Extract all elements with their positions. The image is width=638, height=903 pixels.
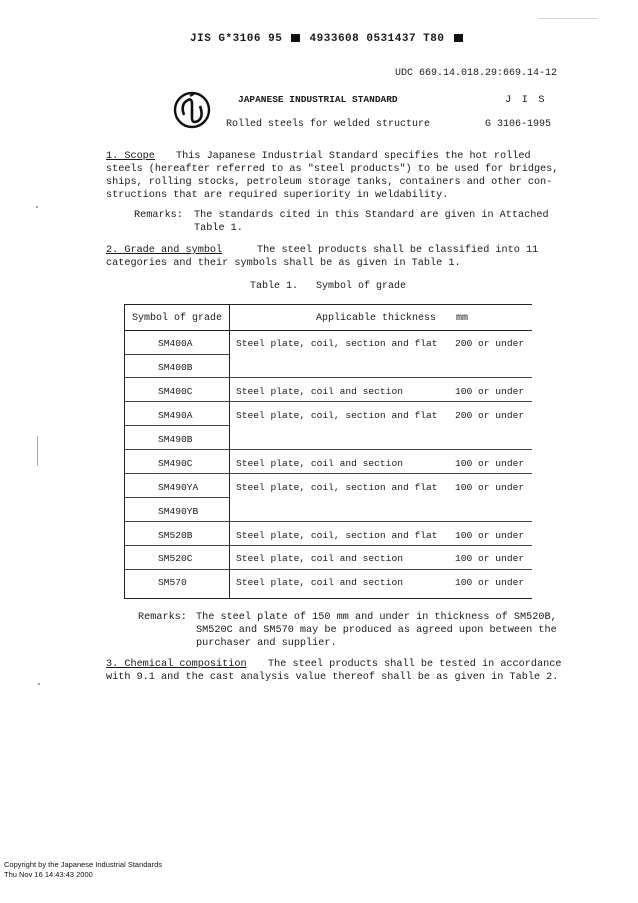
table-remarks-line: SM520C and SM570 may be produced as agreed upon between the [196,625,557,636]
section-2-line: The steel products shall be classified into 11 [257,245,539,256]
section-3-heading [106,659,247,670]
table-cell-symbol: SM400C [158,386,193,397]
table-caption: Table 1. Symbol of grade [250,281,407,292]
section-1-line: steels (hereafter referred to as "steel products") to be used for bridges, [106,164,559,175]
code-mid: 4933608 0531437 T80 [309,33,445,45]
jis-logo [170,88,214,132]
row-rule [124,545,532,546]
section-3-line: with 9.1 and the cast analysis value thereof shall be as given in Table 2. [106,672,559,683]
table-cell-product: Steel plate, coil and section [236,577,403,588]
table-cell-symbol: SM570 [158,577,187,588]
row-rule [124,473,532,474]
table-cell-symbol: SM520B [158,530,193,541]
document-title: Rolled steels for welded structure [226,119,431,130]
document-number: G 3106-1995 [485,119,552,130]
table-cell-thickness: 100 or under [455,386,525,397]
table-cell-product: Steel plate, coil, section and flat [236,482,438,493]
section-2-title: 2. Grade and symbol [106,245,223,256]
table-cell-thickness: 100 or under [455,530,525,541]
section-1-remarks-label: Remarks: [134,210,183,221]
section-1-remarks-line: Table 1. [194,223,243,234]
row-rule [124,377,532,378]
table-cell-symbol: SM490YA [158,482,199,493]
section-1-line: ships, rolling stocks, petroleum storage tanks, containers and other con- [106,177,553,188]
black-block-icon [454,34,463,42]
table-cell-product: Steel plate, coil, section and flat [236,338,438,349]
row-rule [124,401,532,402]
udc-number: UDC 669.14.018.29:669.14-12 [395,68,558,79]
copyright-text: Copyright by the Japanese Industrial Standards [4,860,163,869]
black-block-icon [291,34,300,42]
table-cell-symbol: SM490YB [158,506,199,517]
table-left-rule [124,304,125,599]
table-cell-thickness: 100 or under [455,553,525,564]
table-cell-symbol: SM490B [158,434,193,445]
section-1-heading [106,151,155,162]
row-rule [124,425,229,426]
table-cell-product: Steel plate, coil, section and flat [236,530,438,541]
table-cell-symbol: SM400A [158,338,193,349]
table-cell-product: Steel plate, coil and section [236,386,403,397]
table-divider-rule [229,304,230,599]
table-cell-symbol: SM490C [158,458,193,469]
table-cell-thickness: 200 or under [455,410,525,421]
table-cell-product: Steel plate, coil and section [236,458,403,469]
row-rule [124,354,229,355]
table-cell-symbol: SM400B [158,362,193,373]
document-code-header [190,33,465,45]
row-rule [124,521,532,522]
copyright-footer [4,860,162,880]
section-3-line: The steel products shall be tested in accordance [268,659,562,670]
table-bottom-rule [124,598,532,599]
section-2-heading [106,245,222,256]
table-cell-symbol: SM520C [158,553,193,564]
row-rule [124,497,229,498]
table-cell-thickness: 200 or under [455,338,525,349]
scan-speck [36,206,38,208]
row-rule [124,569,532,570]
table-header-symbol: Symbol of grade [132,313,223,324]
table-cell-product: Steel plate, coil, section and flat [236,410,438,421]
table-cell-symbol: SM490A [158,410,193,421]
table-remarks-line: The steel plate of 150 mm and under in thickness of SM520B, [196,612,557,623]
table-cell-thickness: 100 or under [455,577,525,588]
table-header-rule [124,330,532,331]
table-top-rule [124,304,532,305]
code-left: JIS G*3106 95 [190,33,283,45]
table-remarks-line: purchaser and supplier. [196,638,337,649]
section-2-line: categories and their symbols shall be as given in Table 1. [106,258,461,269]
section-1-line: structions that are required superiority in weldability. [106,190,449,201]
table-cell-thickness: 100 or under [455,458,525,469]
jis-logo-icon [170,88,214,132]
standard-title: JAPANESE INDUSTRIAL STANDARD [238,94,398,105]
section-1-title: 1. Scope [106,151,155,162]
section-1-remarks-line: The standards cited in this Standard are given in Attached [194,210,549,221]
section-1-line: This Japanese Industrial Standard specifies the hot rolled [176,151,531,162]
copyright-timestamp: Thu Nov 16 14:43:43 2000 [4,870,93,879]
table-cell-product: Steel plate, coil and section [236,553,403,564]
table-remarks-label: Remarks: [138,612,187,623]
jis-label: J I S [505,94,547,106]
table-cell-thickness: 100 or under [455,482,525,493]
section-3-title: 3. Chemical composition [106,659,247,670]
scan-speck [38,683,40,685]
table-header-unit: mm [456,313,469,324]
scan-artifact-line [538,18,598,19]
table-header-thickness: Applicable thickness [316,313,437,324]
row-rule [124,449,532,450]
scan-margin-mark [37,436,38,466]
